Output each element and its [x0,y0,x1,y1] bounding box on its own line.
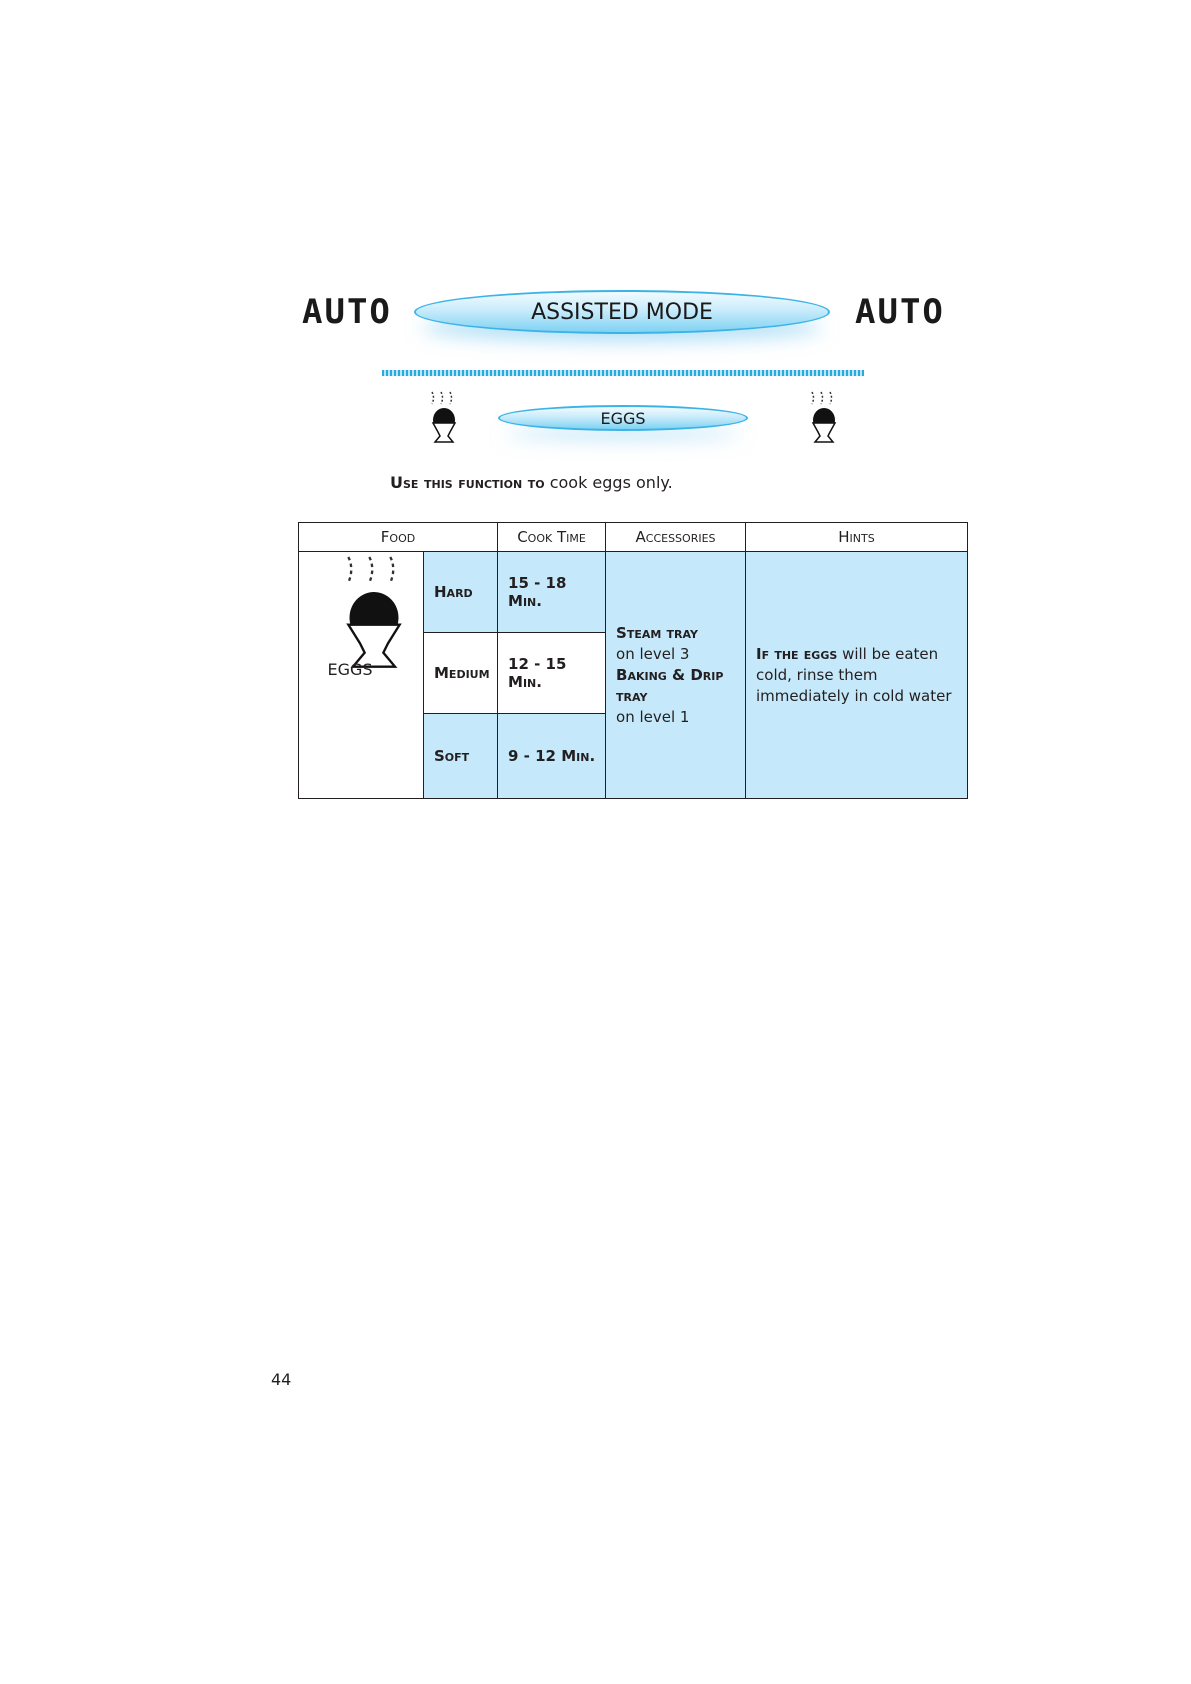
usage-note-text: cook eggs only. [549,473,673,492]
auto-label-left: AUTO [302,292,392,332]
function-title: EGGS [600,408,646,428]
food-cell [299,552,424,799]
doneness-medium: Medium [424,633,498,714]
egg-cup-icon [339,554,409,672]
time-medium: 12 - 15 Min. [498,633,606,714]
header-accessories: Accessories [606,523,746,552]
hints-cell [746,552,968,799]
function-title-pill [498,405,748,431]
hint-lead: If the eggs [756,644,838,663]
usage-note [390,473,673,492]
accessory-1: Steam tray [616,623,698,642]
accessories-cell [606,552,746,799]
usage-note-lead: Use this function to [390,473,545,492]
header-hints: Hints [746,523,968,552]
egg-cup-icon [808,390,840,446]
header-cook-time: Cook Time [498,523,606,552]
food-label: EGGS [327,660,373,679]
table-header-row [299,523,968,552]
doneness-hard: Hard [424,552,498,633]
divider-stripe [382,370,864,376]
eggs-cooking-table [298,522,968,799]
hint-text: will be eaten cold, rinse them immediately in cold water [756,644,952,705]
auto-label-right: AUTO [855,292,945,332]
doneness-soft: Soft [424,714,498,799]
mode-title: ASSISTED MODE [531,299,713,325]
header-food: Food [299,523,498,552]
time-hard: 15 - 18 Min. [498,552,606,633]
egg-cup-icon [428,390,460,446]
accessory-1-level: on level 3 [616,644,690,663]
page-number: 44 [271,1370,292,1389]
table-row [299,552,968,633]
accessory-2-level: on level 1 [616,707,690,726]
accessory-2: Baking & Drip tray [616,665,724,705]
time-soft: 9 - 12 Min. [498,714,606,799]
mode-title-pill [414,290,830,334]
